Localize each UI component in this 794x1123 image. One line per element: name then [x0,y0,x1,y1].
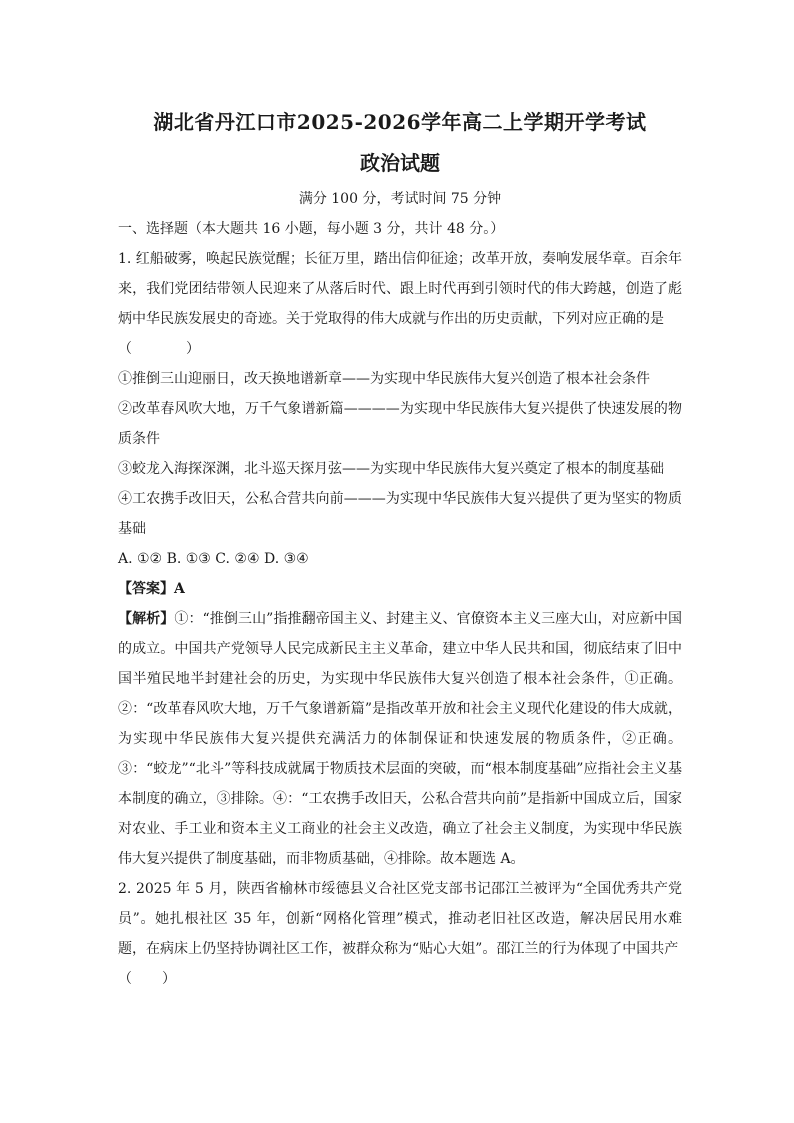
question-1-choices: A. ①② B. ①③ C. ②④ D. ③④ [118,551,309,567]
question-2-blank [118,964,682,994]
analysis-text: ①：“推倒三山”指推翻帝国主义、封建主义、官僚资本主义三座大山，对应新中国的成立。中国共产党领导人民完成新民主主义革命，建立中华人民共和国，彻底结束了旧中国半殖民地半封建社会的历史，为实现中华民族伟大复兴创造了根本社会条件，①正确。②：“改革春风吹大地，万千气象谱新篇”是指改革开放和社会主义现代化建设的伟大成就，为实现中华民族伟大复兴提供充满活力的体制保证和快速发展的物质条件，②正确。③：“蛟龙”“北斗”等科技成就属于物质技术层面的突破，而“根本制度基础”应指社会主义基本制度的确立，③排除。④：“工农携手改旧天，公私合营共向前”是指新中国成立后，国家对农业、手工业和资本主义工商业的社会主义改造，确立了社会主义制度，为实现中华民族伟大复兴提供了制度基础，而非物质基础，④排除。故本题选 A。 [118,611,683,867]
question-1-option: ②改革春风吹大地，万千气象谱新篇————为实现中华民族伟大复兴提供了快速发展的物质条件 [118,401,682,447]
paren-open: （ [118,341,132,357]
subject-title: 政治试题 [360,151,440,175]
question-1-option: ④工农携手改旧天，公私合营共向前———为实现中华民族伟大复兴提供了更为坚实的物质基础 [118,491,682,537]
paren-close: ） [186,341,200,357]
document-body [118,214,682,994]
paren-close: ） [162,971,176,987]
question-1-option: ①推倒三山迎丽日，改天换地谱新章——为实现中华民族伟大复兴创造了根本社会条件 [118,371,650,387]
exam-info: 满分 100 分，考试时间 75 分钟 [298,191,502,207]
question-1-blank [118,334,682,364]
exam-title: 湖北省丹江口市2025-2026学年高二上学期开学考试 [153,110,647,134]
question-1-stem: 1. 红船破雾，唤起民族觉醒；长征万里，踏出信仰征途；改革开放，奏响发展华章。百余年来，我们党团结带领人民迎来了从落后时代、跟上时代再到引领时代的伟大跨越，创造了彪炳中华民族发展史的奇迹。关于党取得的伟大成就与作出的历史贡献，下列对应正确的是 [118,251,682,327]
question-1-answer: 【答案】A [118,581,185,597]
analysis-label: 【解析】 [118,611,175,627]
question-1-option: ③蛟龙入海探深渊，北斗巡天探月弦——为实现中华民族伟大复兴奠定了根本的制度基础 [118,461,664,477]
paren-open: （ [118,971,132,987]
question-2-stem: 2. 2025 年 5 月，陕西省榆林市绥德县义合社区党支部书记邵江兰被评为“全国优秀共产党员”。她扎根社区 35 年，创新“网格化管理”模式，推动老旧社区改造，解决居民用水难题，在病床上仍坚持协调社区工作，被群众称为“贴心大姐”。邵江兰的行为体现了中国共产 [118,881,682,957]
question-1-analysis [118,604,682,874]
section-heading: 一、选择题（本大题共 16 小题，每小题 3 分，共计 48 分。） [118,221,505,237]
